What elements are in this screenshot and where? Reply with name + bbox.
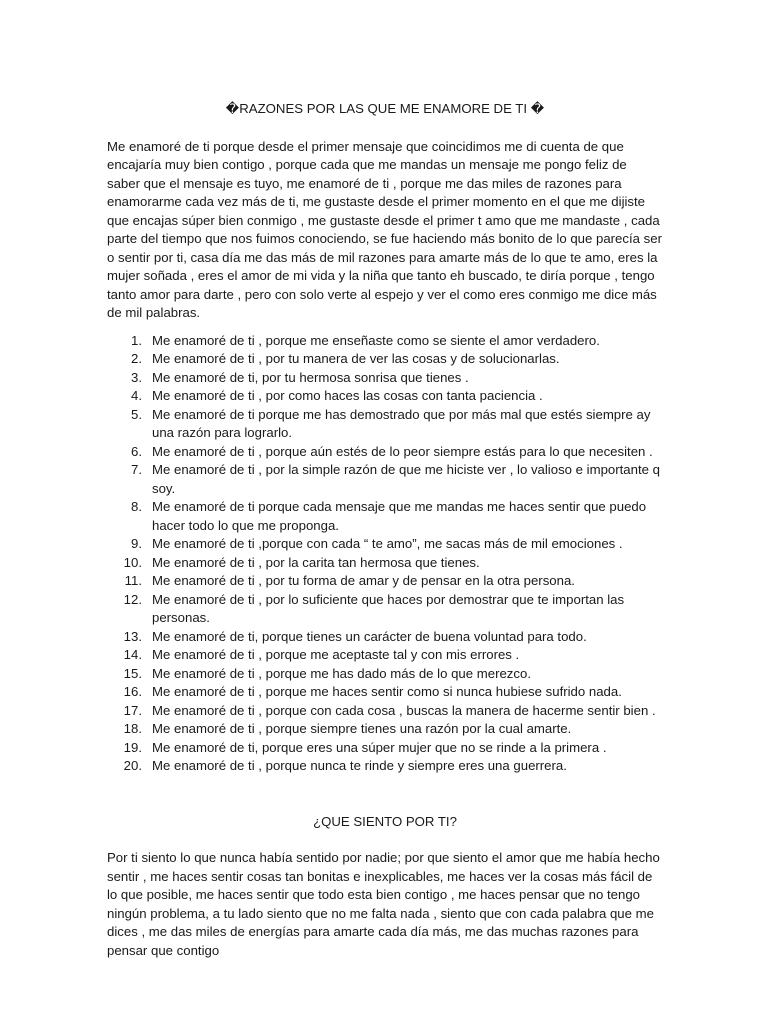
list-item-number: 4.: [131, 388, 142, 403]
document-body: [107, 100, 663, 969]
list-item: [107, 739, 663, 758]
list-item-text: Me enamoré de ti , porque siempre tienes una razón por la cual amarte.: [152, 721, 572, 736]
list-item-number: 20.: [123, 758, 142, 773]
section-paragraph: Por ti siento lo que nunca había sentido por nadie; por que siento el amor que me había hecho sentir , me haces sentir cosas tan bonitas e inexplicables, me haces ver la cosas más fácil de lo que posible, me haces sentir que todo esta bien contigo , me haces pensar que no tengo ningún problema, a tu lado siento que no me falta nada , siento que con cada palabra que me dices , me das miles de energías para amarte cada día más, me das muchas razones para pensar que contigo: [107, 850, 660, 958]
list-item: [107, 535, 663, 554]
list-item: [107, 646, 663, 665]
list-item: [107, 498, 663, 535]
list-item-number: 17.: [123, 702, 142, 718]
list-item: [107, 628, 663, 647]
list-item-text: Me enamoré de ti, porque tienes un carácter de buena voluntad para todo.: [152, 628, 587, 644]
list-item: [107, 350, 663, 369]
list-item-text: Me enamoré de ti , por la carita tan hermosa que tienes.: [152, 554, 480, 570]
list-item-number: 14.: [123, 647, 142, 662]
list-item-text: Me enamoré de ti , porque me has dado más de lo que merezco.: [152, 665, 531, 681]
list-item-text: Me enamoré de ti , por lo suficiente que haces por demostrar que te importan las personas.: [152, 591, 625, 625]
list-item-text: Me enamoré de ti , porque me haces sentir como si nunca hubiese sufrido nada.: [152, 684, 622, 699]
list-item-text: Me enamoré de ti , porque me enseñaste como se siente el amor verdadero.: [152, 332, 600, 348]
list-item-number: 13.: [123, 628, 142, 644]
list-item: [107, 591, 663, 628]
list-item-number: 1.: [131, 332, 142, 348]
list-item-number: 16.: [123, 684, 142, 699]
list-item-number: 3.: [131, 369, 142, 385]
list-item: [107, 702, 663, 721]
reasons-list: [107, 332, 663, 776]
list-item: [107, 757, 663, 776]
list-item-text: Me enamoré de ti , por tu forma de amar y de pensar en la otra persona.: [152, 573, 575, 588]
list-item-text: Me enamoré de ti , por como haces las cosas con tanta paciencia .: [152, 388, 543, 403]
list-item-number: 9.: [131, 536, 142, 551]
list-item: [107, 461, 663, 498]
list-item-text: Me enamoré de ti porque cada mensaje que me mandas me haces sentir que puedo hacer todo lo que me proponga.: [152, 499, 647, 533]
intro-paragraph: Me enamoré de ti porque desde el primer mensaje que coincidimos me di cuenta de que encajaría muy bien contigo , porque cada que me mandas un mensaje me pongo feliz de saber que el mensaje es tuyo, me enamoré de ti , porque me das miles de razones para enamorarme cada vez más de ti, me gustaste desde el primer momento en el que me dijiste que encajas súper bien conmigo , me gustaste desde el primer t amo que me mandaste , cada parte del tiempo que nos fuimos conociendo, se fue haciendo más bonito de lo que parecía ser o sentir por ti, casa día me das más de mil razones para amarte más de lo que te amo, eres la mujer soñada , eres el amor de mi vida y la niña que tanto eh buscado, te diría porque , tengo tanto amor para darte , pero con solo verte al espejo y ver el como eres conmigo me dice más de mil palabras.: [107, 138, 662, 320]
list-item-number: 7.: [131, 462, 142, 477]
list-item-number: 19.: [123, 739, 142, 755]
list-item: [107, 406, 663, 443]
list-item-text: Me enamoré de ti ,porque con cada “ te amo”, me sacas más de mil emociones .: [152, 536, 623, 551]
list-item: [107, 443, 663, 462]
list-item-number: 18.: [123, 721, 142, 736]
list-item-text: Me enamoré de ti , porque con cada cosa , buscas la manera de hacerme sentir bien .: [152, 702, 656, 718]
list-item-text: Me enamoré de ti , por tu manera de ver las cosas y de solucionarlas.: [152, 351, 560, 366]
section-title: ¿QUE SIENTO POR TI?: [313, 813, 457, 829]
list-item-number: 8.: [131, 499, 142, 514]
list-item: [107, 720, 663, 739]
list-item: [107, 554, 663, 573]
list-item-number: 6.: [131, 443, 142, 459]
list-item-number: 10.: [123, 554, 142, 570]
list-item-number: 2.: [131, 351, 142, 366]
list-item-text: Me enamoré de ti, por tu hermosa sonrisa que tienes .: [152, 369, 469, 385]
list-item-text: Me enamoré de ti , porque me aceptaste tal y con mis errores .: [152, 647, 520, 662]
list-item: [107, 683, 663, 702]
list-item-text: Me enamoré de ti , porque nunca te rinde y siempre eres una guerrera.: [152, 758, 567, 773]
list-item: [107, 665, 663, 684]
list-item-text: Me enamoré de ti, porque eres una súper mujer que no se rinde a la primera .: [152, 739, 607, 755]
list-item-text: Me enamoré de ti , porque aún estés de lo peor siempre estás para lo que necesiten .: [152, 443, 653, 459]
list-item: [107, 387, 663, 406]
document-title: �RAZONES POR LAS QUE ME ENAMORE DE TI �: [225, 101, 545, 116]
list-item-text: Me enamoré de ti , por la simple razón de que me hiciste ver , lo valioso e importante q soy.: [152, 462, 660, 496]
list-item-text: Me enamoré de ti porque me has demostrado que por más mal que estés siempre ay una razón para lograrlo.: [152, 406, 651, 440]
list-item: [107, 572, 663, 591]
list-item-number: 12.: [123, 591, 142, 607]
list-item-number: 5.: [131, 406, 142, 422]
list-item: [107, 332, 663, 351]
list-item-number: 15.: [123, 665, 142, 681]
list-item: [107, 369, 663, 388]
list-item-number: 11.: [124, 573, 142, 588]
